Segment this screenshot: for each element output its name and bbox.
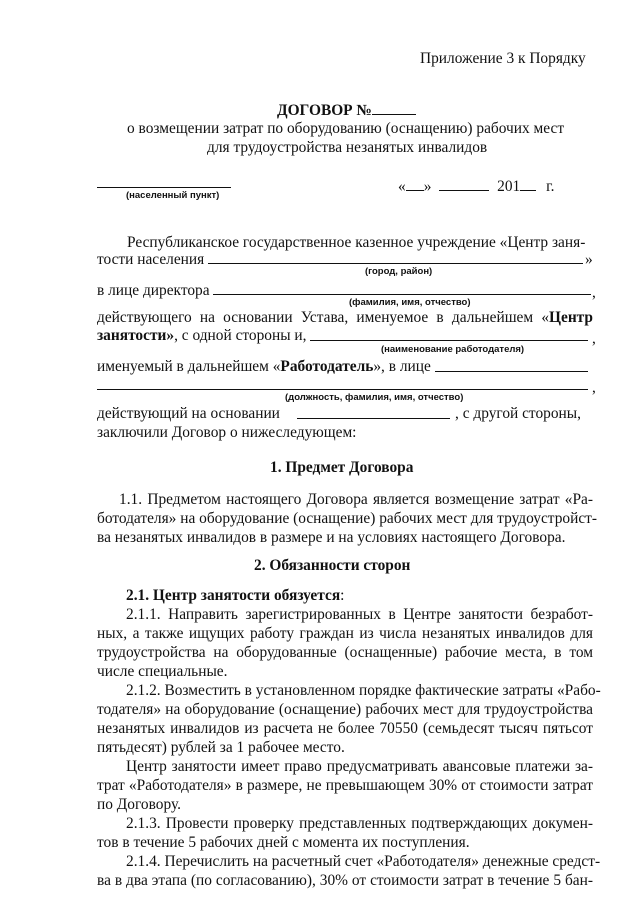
- advance-l3: по Договору.: [97, 796, 181, 813]
- center-bold-1: Центр: [549, 309, 593, 326]
- p212-l4: пятьдесят) рублей за 1 рабочее место.: [97, 739, 345, 756]
- subsection-2-1-title: 2.1. Центр занятости обязуется: [126, 587, 341, 604]
- p211-l3: трудоустройства на оборудованные (оснащенные) рабочие места, в том: [97, 644, 593, 661]
- year-blank: [520, 176, 536, 191]
- subsection-2-1-colon: :: [340, 587, 345, 604]
- month-blank: [439, 176, 489, 191]
- position-caption: (должность, фамилия, имя, отчество): [285, 392, 464, 403]
- director-caption: (фамилия, имя, отчество): [349, 297, 471, 308]
- section-2-heading: 2. Обязанности сторон: [254, 557, 411, 574]
- advance-l2: трат «Работодателя» в размере, не превышающем 30% от стоимости затрат: [97, 777, 593, 794]
- p211-l4: числе специальные.: [97, 663, 228, 680]
- section-1-heading: 1. Предмет Договора: [270, 459, 414, 476]
- title-line-2: для трудоустройства незанятых инвалидов: [207, 139, 488, 156]
- year-prefix: 201: [497, 178, 521, 195]
- p212-l1: 2.1.2. Возместить в установленном порядке фактические затраты «Рабо-: [126, 682, 601, 699]
- parties-line-9: заключили Договор о нижеследующем:: [97, 424, 357, 441]
- p213-l2: тов в течение 5 рабочих дней с момента их поступления.: [97, 834, 470, 851]
- parties-line-8-end: , с другой стороны,: [455, 405, 581, 422]
- city-caption: (город, район): [365, 266, 433, 277]
- parties-line-4-text: действующего на основании Устава, именуемое в дальнейшем «: [97, 309, 550, 326]
- p211-l2: ных, а также ищущих работу граждан из числа незанятых инвалидов для: [97, 625, 593, 642]
- center-bold-2: занятости»: [97, 327, 175, 344]
- parties-line-3-end: ,: [592, 284, 596, 301]
- employer-bold: Работодатель: [280, 358, 374, 375]
- parties-line-5-end: ,: [592, 330, 596, 347]
- contract-title-text: ДОГОВОР №: [277, 102, 372, 119]
- p212-l3: незанятых инвалидов из расчета не более 70550 (семьдесят тысяч пятьсот: [97, 720, 593, 737]
- parties-line-3-start: в лице директора: [97, 282, 210, 299]
- parties-line-6-start: именуемый в дальнейшем «: [97, 358, 281, 375]
- parties-line-8-start: действующий на основании: [97, 405, 280, 422]
- p214-l2: ва в два этапа (по согласованию), 30% от стоимости затрат в течение 5 бан-: [97, 872, 593, 889]
- parties-line-6: [97, 357, 431, 376]
- director-blank: [213, 294, 591, 295]
- date-quote-open: «: [398, 178, 406, 195]
- representative-blank-1: [435, 371, 588, 372]
- employer-caption: (наименование работодателя): [381, 344, 525, 355]
- section-1-p1-l2: ботодателя» на оборудование (оснащение) рабочих мест для трудоустройст-: [97, 510, 597, 527]
- basis-blank: [297, 418, 450, 419]
- place-blank: [97, 187, 231, 188]
- employer-name-blank: [310, 340, 588, 341]
- parties-line-4: [97, 308, 593, 327]
- parties-line-2-start: тости населения: [97, 251, 205, 268]
- parties-line-6-end: », в лице: [373, 358, 431, 375]
- place-caption: (населенный пункт): [126, 190, 220, 201]
- year-suffix: г.: [546, 178, 555, 195]
- advance-l1: Центр занятости имеет право предусматривать авансовые платежи за-: [126, 758, 593, 775]
- parties-line-5: [97, 326, 307, 345]
- representative-blank-2: [97, 389, 588, 390]
- date-field: [398, 176, 555, 196]
- title-line-1: о возмещении затрат по оборудованию (оснащению) рабочих мест: [127, 120, 565, 137]
- parties-line-7-end: ,: [592, 379, 596, 396]
- p212-l2: тодателя» на оборудование (оснащение) рабочих мест для трудоустройства: [97, 701, 593, 718]
- contract-number-blank: [372, 100, 416, 115]
- contract-title: [277, 100, 416, 120]
- p211-l1: 2.1.1. Направить зарегистрированных в Центре занятости безработ-: [126, 606, 593, 623]
- subsection-2-1: [126, 586, 344, 605]
- section-1-p1-l1: 1.1. Предметом настоящего Договора является возмещение затрат «Ра-: [119, 491, 593, 508]
- p213-l1: 2.1.3. Провести проверку представленных подтверждающих докумен-: [126, 815, 593, 832]
- day-blank: [406, 176, 424, 191]
- p214-l1: 2.1.4. Перечислить на расчетный счет «Работодателя» денежные средст-: [126, 853, 601, 870]
- city-blank: [208, 263, 583, 264]
- parties-line-1: Республиканское государственное казенное учреждение «Центр заня-: [127, 234, 586, 251]
- date-quote-close: »: [423, 178, 432, 195]
- section-1-p1-l3: ва незанятых инвалидов в размере и на условиях настоящего Договора.: [97, 529, 566, 546]
- parties-line-2-end: »: [585, 251, 593, 268]
- appendix-note: Приложение 3 к Порядку: [420, 50, 586, 67]
- parties-line-5-text: , с одной стороны и,: [174, 327, 307, 344]
